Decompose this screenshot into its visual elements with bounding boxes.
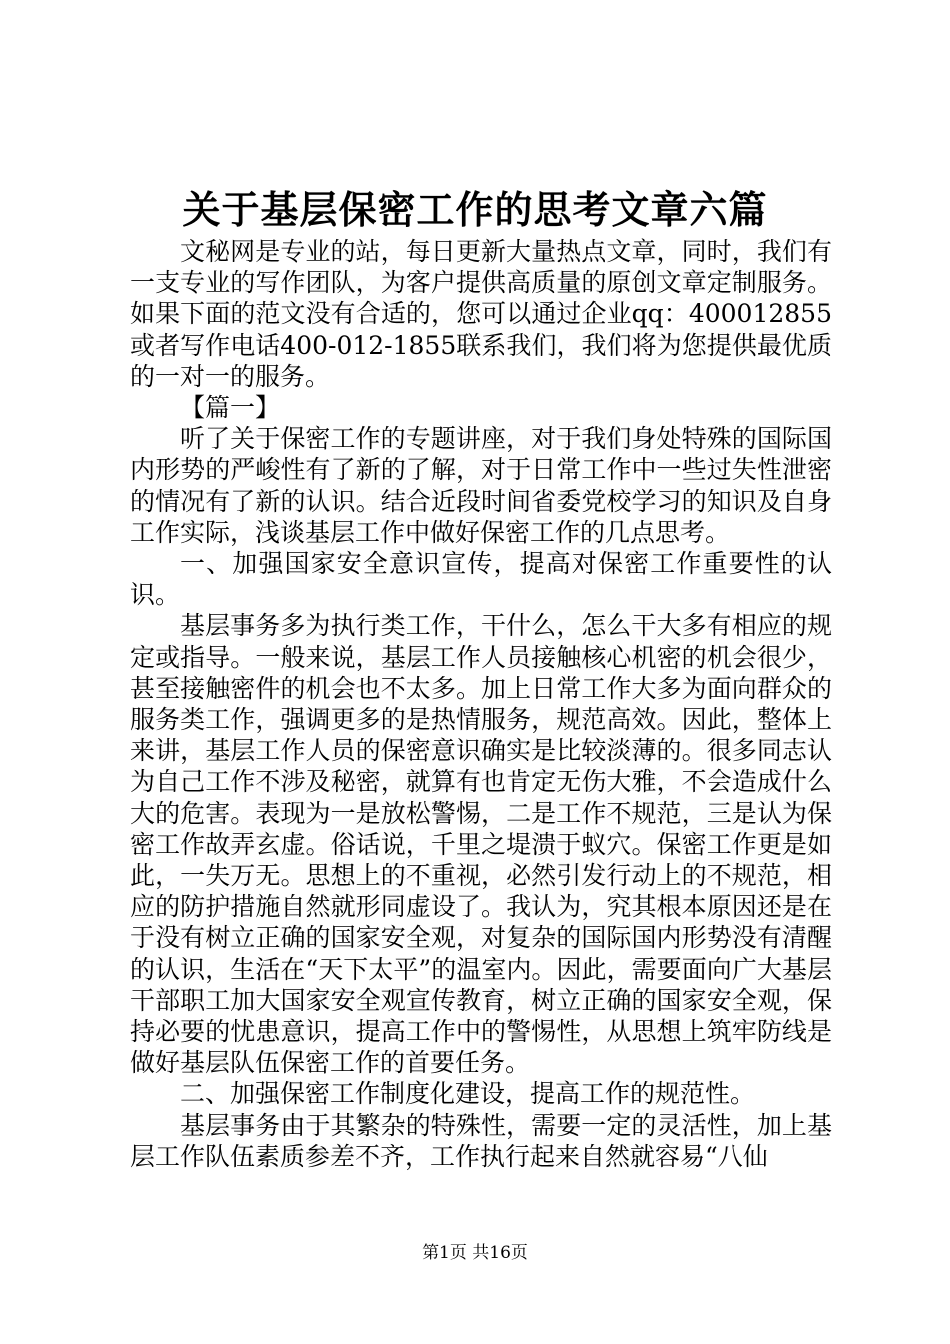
page-footer: 第1页 共16页: [422, 1243, 528, 1263]
body-paragraph: 基层事务由于其繁杂的特殊性，需要一定的灵活性，加上基层工作队伍素质参差不齐，工作执行起来自然就容易“八仙: [130, 1110, 832, 1171]
section-label: 【篇一】: [180, 393, 281, 423]
body-paragraph: 听了关于保密工作的专题讲座，对于我们身处特殊的国际国内形势的严峻性有了新的了解，对于日常工作中一些过失性泄密的情况有了新的认识。结合近段时间省委党校学习的知识及自身工作实际，浅谈基层工作中做好保密工作的几点思考。: [130, 424, 832, 547]
document-title: 关于基层保密工作的思考文章六篇: [182, 187, 768, 232]
intro-paragraph: 文秘网是专业的站，每日更新大量热点文章，同时，我们有一支专业的写作团队，为客户提供高质量的原创文章定制服务。如果下面的范文没有合适的，您可以通过企业qq：400012855或者写作电话400-012-1855联系我们，我们将为您提供最优质的一对一的服务。: [130, 237, 832, 391]
body-paragraph: 基层事务多为执行类工作，干什么，怎么干大多有相应的规定或指导。一般来说，基层工作人员接触核心机密的机会很少，甚至接触密件的机会也不太多。加上日常工作大多为面向群众的服务类工作，强调更多的是热情服务，规范高效。因此，整体上来讲，基层工作人员的保密意识确实是比较淡薄的。很多同志认为自己工作不涉及秘密，就算有也肯定无伤大雅，不会造成什么大的危害。表现为一是放松警惕，二是工作不规范，三是认为保密工作故弄玄虚。俗话说，千里之堤溃于蚁穴。保密工作更是如此，一失万无。思想上的不重视，必然引发行动上的不规范，相应的防护措施自然就形同虚设了。我认为，究其根本原因还是在于没有树立正确的国家安全观，对复杂的国际国内形势没有清醒的认识，生活在“天下太平”的温室内。因此，需要面向广大基层干部职工加大国家安全观宣传教育，树立正确的国家安全观，保持必要的忧患意识，提高工作中的警惕性，从思想上筑牢防线是做好基层队伍保密工作的首要任务。: [130, 611, 832, 1078]
document-body: [130, 236, 832, 1172]
section-heading: 二、加强保密工作制度化建设，提高工作的规范性。: [180, 1079, 756, 1109]
section-heading: 一、加强国家安全意识宣传，提高对保密工作重要性的认识。: [130, 549, 832, 610]
